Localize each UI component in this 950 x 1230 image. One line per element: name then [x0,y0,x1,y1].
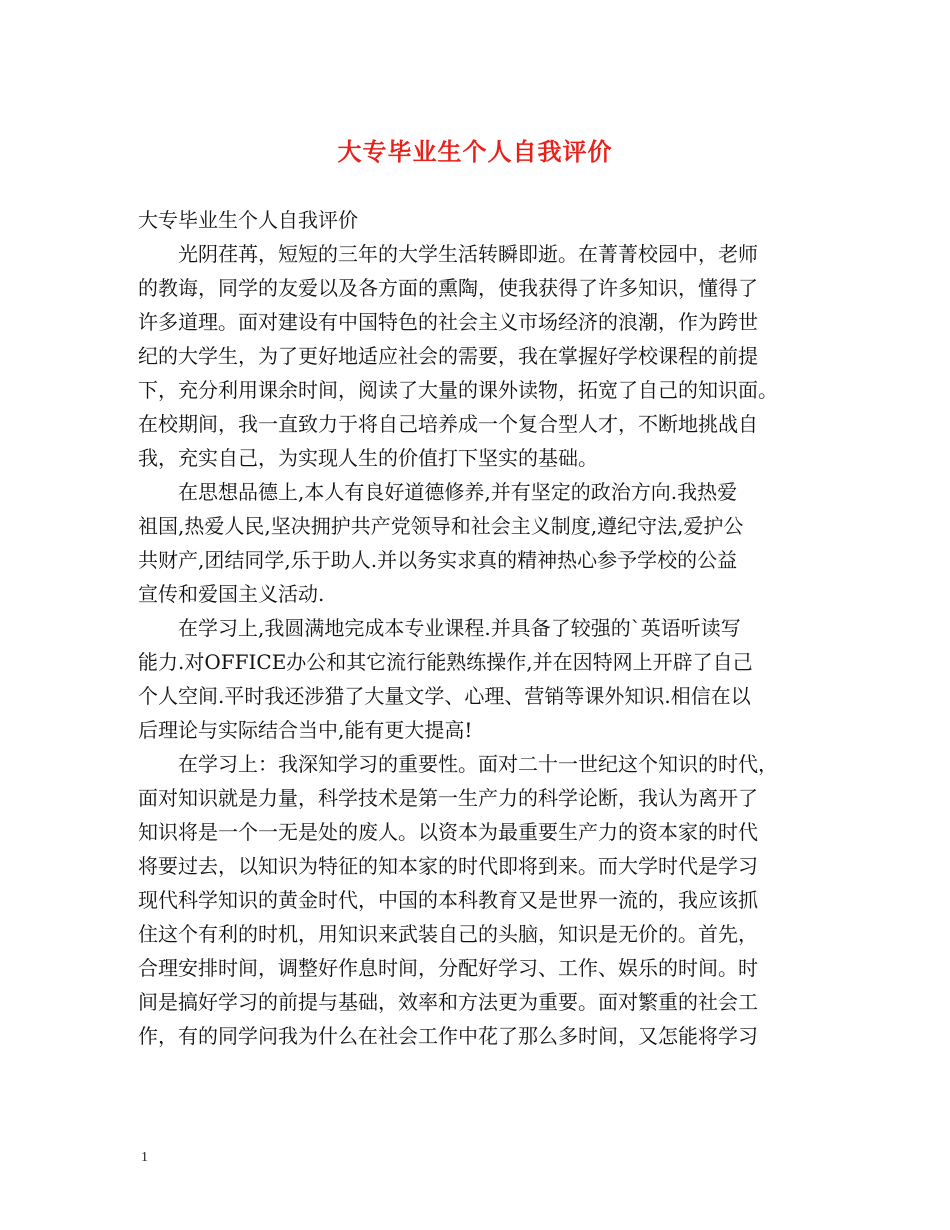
text-line: 间是搞好学习的前提与基础，效率和方法更为重要。面对繁重的社会工 [138,990,758,1014]
text-line: 现代科学知识的黄金时代，中国的本科教育又是世界一流的，我应该抓 [138,888,758,912]
text-line: 合理安排时间，调整好作息时间，分配好学习、工作、娱乐的时间。时 [138,956,758,980]
text-line: 宣传和爱国主义活动. [138,582,325,606]
text-line: 面对知识就是力量，科学技术是第一生产力的科学论断，我认为离开了 [138,786,758,810]
text-line: 下，充分利用课余时间，阅读了大量的课外读物，拓宽了自己的知识面。 [138,378,778,402]
text-line: 大专毕业生个人自我评价 [138,208,358,232]
text-line: 共财产,团结同学,乐于助人.并以务实求真的精神热心参予学校的公益 [138,548,738,572]
text-line: 祖国,热爱人民,坚决拥护共产党领导和社会主义制度,遵纪守法,爱护公 [138,514,744,538]
text-line: 许多道理。面对建设有中国特色的社会主义市场经济的浪潮，作为跨世 [138,310,758,334]
text-line: 在学习上,我圆满地完成本专业课程.并具备了较强的`英语听读写 [138,616,741,640]
text-line: 个人空间.平时我还涉猎了大量文学、心理、营销等课外知识.相信在以 [138,684,751,708]
text-line: 作，有的同学问我为什么在社会工作中花了那么多时间，又怎能将学习 [138,1024,758,1048]
text-line: 的教诲，同学的友爱以及各方面的熏陶，使我获得了许多知识，懂得了 [138,276,758,300]
page-title: 大专毕业生个人自我评价 [337,137,613,166]
text-line: 在学习上：我深知学习的重要性。面对二十一世纪这个知识的时代， [138,752,778,776]
page-number: 1 [141,1150,148,1165]
text-line: 后理论与实际结合当中,能有更大提高! [138,718,473,742]
text-line: 在校期间，我一直致力于将自己培养成一个复合型人才，不断地挑战自 [138,412,758,436]
text-line: 我，充实自己，为实现人生的价值打下坚实的基础。 [138,446,598,470]
body-text [138,203,838,1053]
text-line: 将要过去，以知识为特征的知本家的时代即将到来。而大学时代是学习 [138,854,758,878]
text-line: 纪的大学生，为了更好地适应社会的需要，我在掌握好学校课程的前提 [138,344,758,368]
text-line: 能力.对OFFICE办公和其它流行能熟练操作,并在因特网上开辟了自己 [138,650,753,674]
text-line: 在思想品德上,本人有良好道德修养,并有坚定的政治方向.我热爱 [138,480,738,504]
text-line: 住这个有利的时机，用知识来武装自己的头脑，知识是无价的。首先， [138,922,758,946]
text-line: 知识将是一个一无是处的废人。以资本为最重要生产力的资本家的时代 [138,820,758,844]
text-line: 光阴荏苒，短短的三年的大学生活转瞬即逝。在菁菁校园中，老师 [138,242,758,266]
